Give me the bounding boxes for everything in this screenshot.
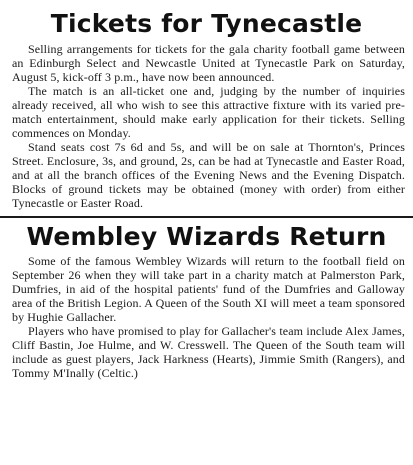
article-tickets-body [0, 39, 413, 210]
article-tickets-paragraph-2: The match is an all-ticket one and, judging by the number of inquiries already received, all who wish to see this attractive fixture with its varied pre-match entertainment, should make early application for their tickets. Selling commences on Monday. [12, 84, 405, 140]
article-wembley-paragraph-1: Some of the famous Wembley Wizards will return to the football field on September 26 when they will take part in a charity match at Palmerston Park, Dumfries, in aid of the hospital patients' fund of the Dumfries and Galloway area of the British Legion. A Queen of the South XI will meet a team sponsored by Hughie Gallacher. [12, 254, 405, 324]
article-tickets-paragraph-3: Stand seats cost 7s 6d and 5s, and will be on sale at Thornton's, Princes Street. Enclosure, 3s, and ground, 2s, can be had at Tynecastle and Easter Road, and at all the branch offices of the Evening News and the Evening Dispatch. Blocks of ground tickets may be obtained (money with order) from either Tynecastle or Easter Road. [12, 140, 405, 210]
article-wembley-body [0, 252, 413, 380]
article-wembley-paragraph-2: Players who have promised to play for Gallacher's team include Alex James, Cliff Bastin, Joe Hulme, and W. Cresswell. The Queen of the South team will include as guest players, Jack Harkness (Hearts), Jimmie Smith (Rangers), and Tommy M'Inally (Celtic.) [12, 324, 405, 380]
article-tickets-paragraph-1: Selling arrangements for tickets for the gala charity football game between an Edinburgh Select and Newcastle United at Tynecastle Park on Saturday, August 5, kick-off 3 p.m., have now been announced. [12, 42, 405, 84]
headline-tickets: Tickets for Tynecastle [50, 9, 363, 38]
headline-wembley: Wembley Wizards Return [26, 222, 387, 251]
